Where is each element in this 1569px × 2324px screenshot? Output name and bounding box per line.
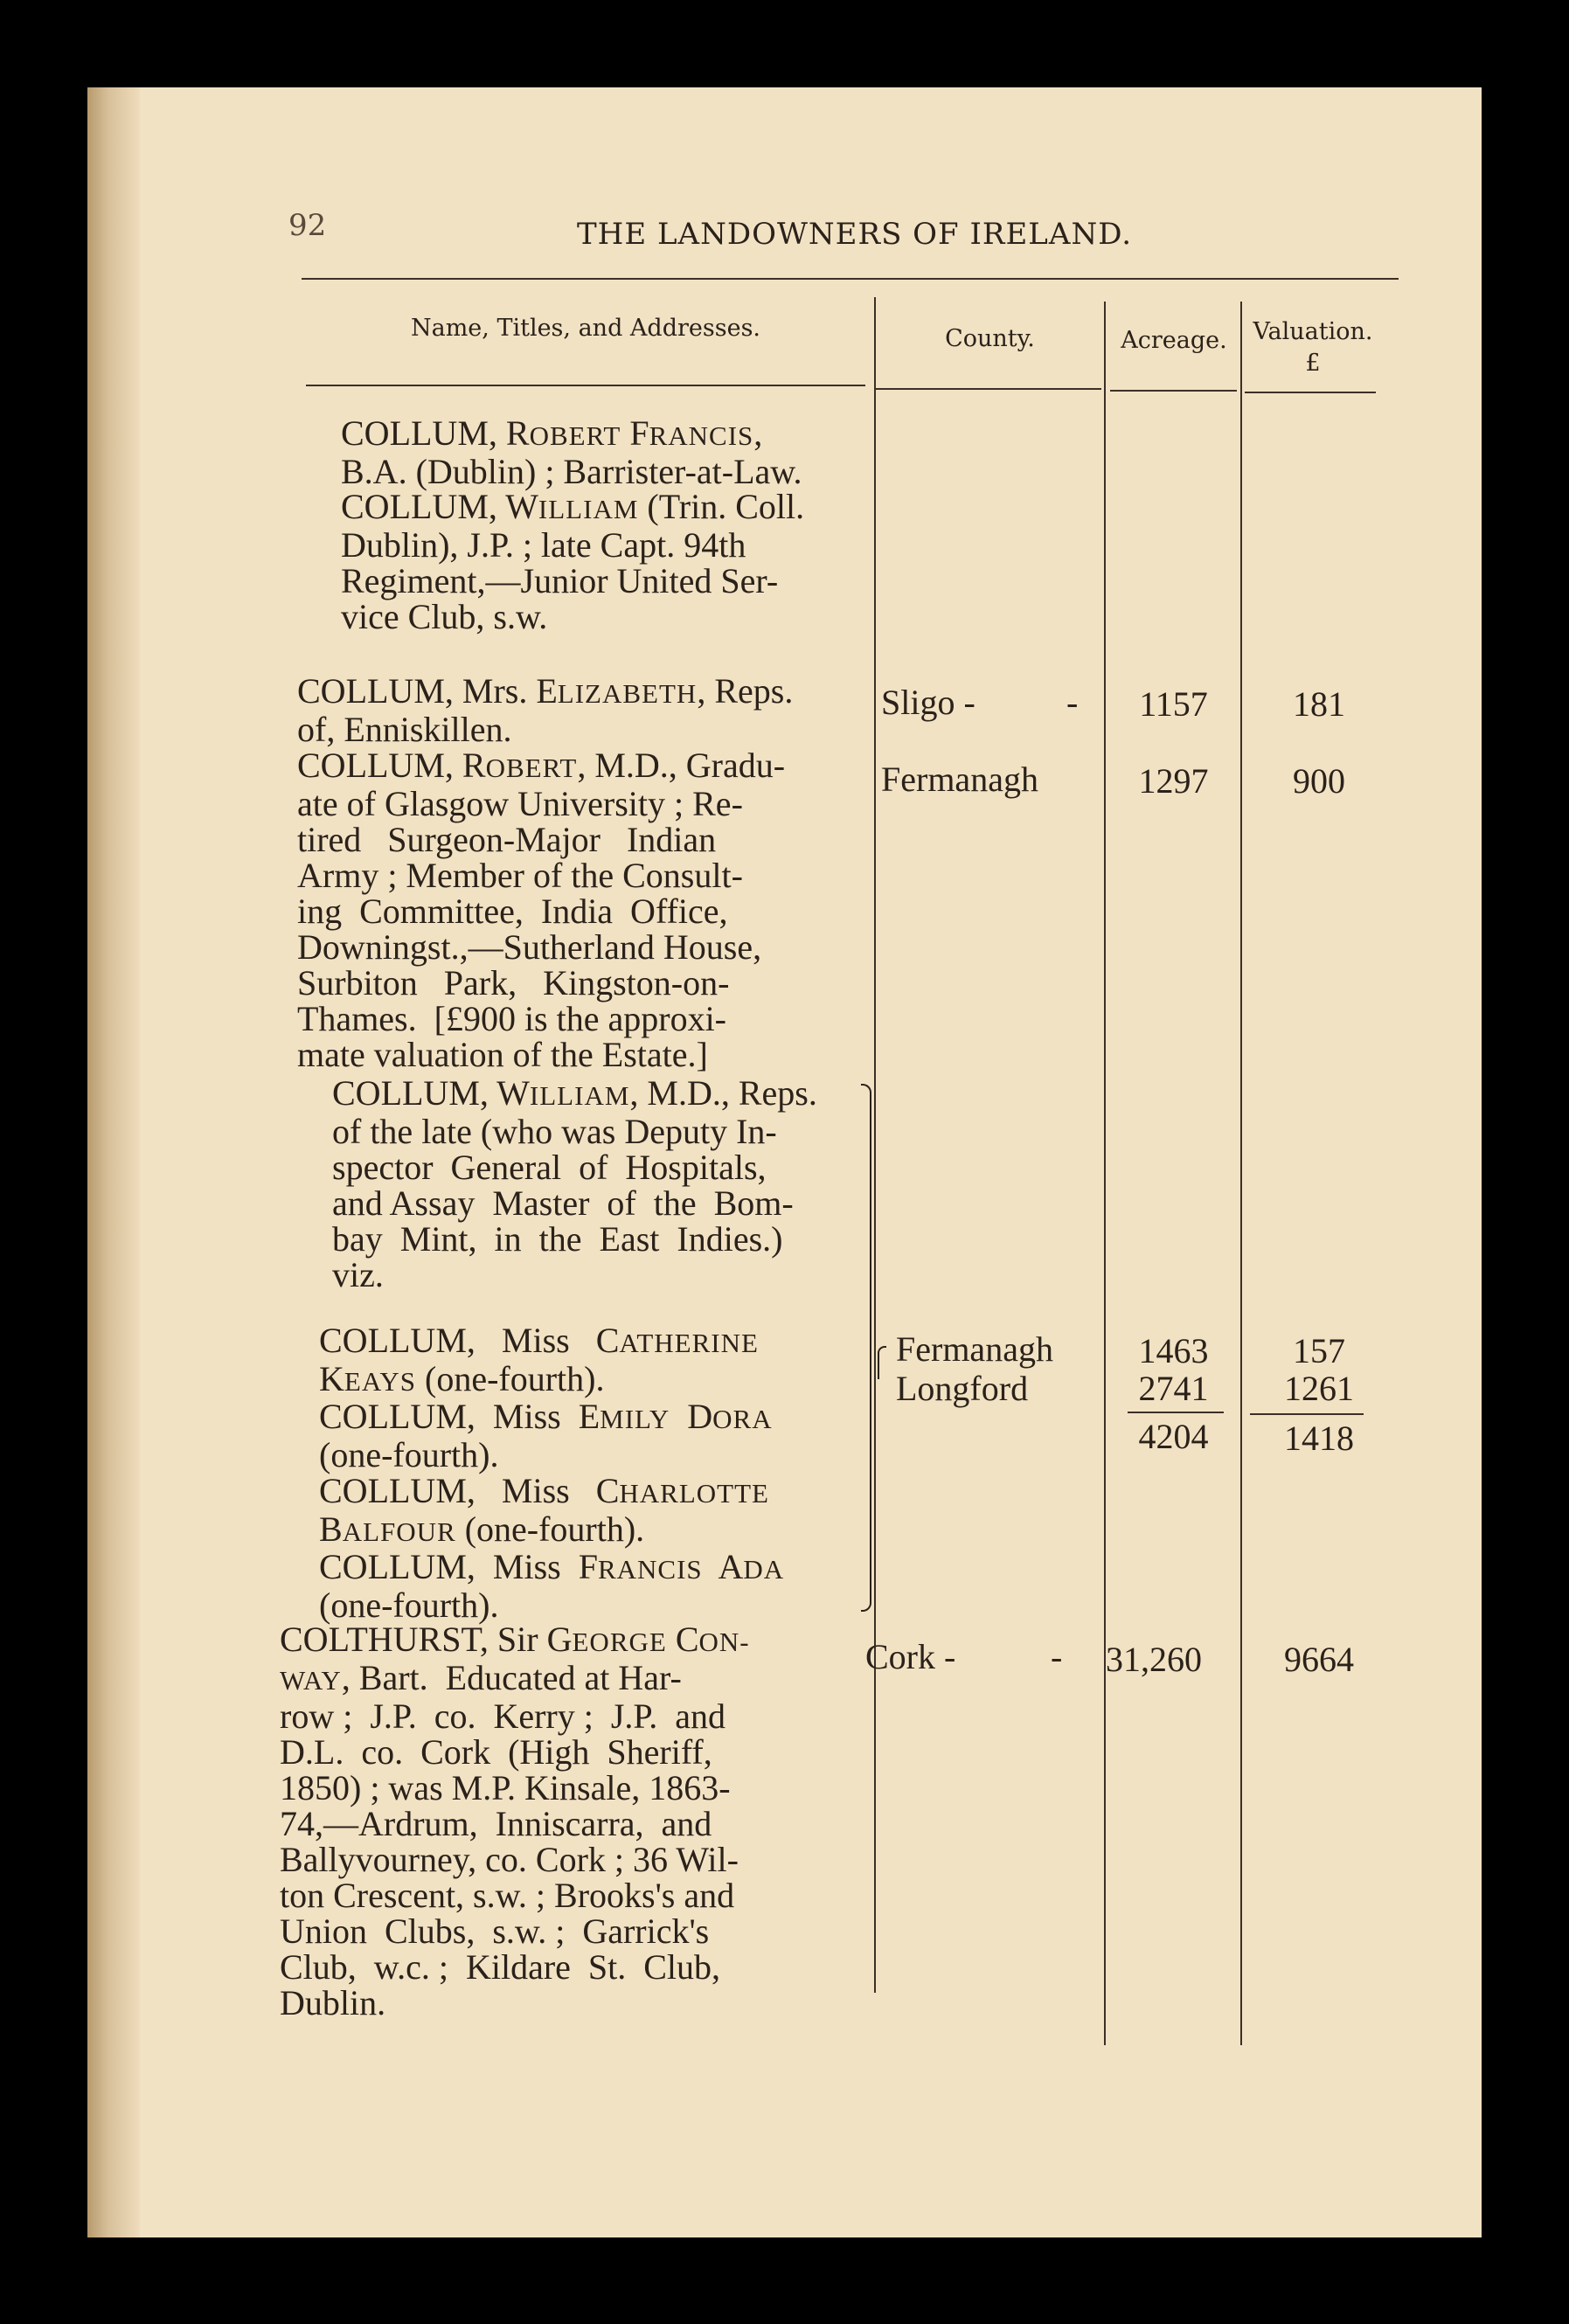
entry-line: COLLUM, Mrs. ELIZABETH, Reps. [297, 671, 794, 711]
county-cork: Cork - [865, 1637, 956, 1676]
entry-line: 74,—Ardrum, Inniscarra, and [280, 1804, 712, 1843]
entry-line: Regiment,—Junior United Ser- [341, 561, 779, 600]
entry-line: Surbiton Park, Kingston-on- [297, 963, 730, 1002]
entry-line: COLLUM, Miss CHARLOTTE [319, 1471, 769, 1510]
entry-line: (one-fourth). [319, 1435, 499, 1474]
entry-line: bay Mint, in the East Indies.) [332, 1219, 783, 1259]
entry-line: of, Enniskillen. [297, 710, 512, 749]
subtotal-rule-acreage [1128, 1412, 1224, 1413]
valuation-fermanagh-2: 157 [1293, 1331, 1345, 1370]
entry-line: COLLUM, Miss CATHERINE [319, 1321, 759, 1360]
column-divider-acreage [1240, 302, 1242, 2045]
entry-line: 1850) ; was M.P. Kinsale, 1863- [280, 1768, 731, 1807]
entry-line: ton Crescent, s.w. ; Brooks's and [280, 1876, 735, 1915]
entry-line: (one-fourth). [319, 1585, 499, 1625]
header-bottom-rule-name [306, 385, 865, 386]
acreage-sligo: 1157 [1139, 684, 1208, 724]
valuation-total: 1418 [1284, 1419, 1354, 1458]
acreage-longford: 2741 [1138, 1369, 1209, 1408]
entry-line: Club, w.c. ; Kildare St. Club, [280, 1947, 721, 1987]
entry-line: mate valuation of the Estate.] [297, 1035, 708, 1074]
entry-line: KEAYS (one-fourth). [319, 1359, 605, 1398]
header-valuation: Valuation. [1253, 318, 1373, 345]
entry-collum-emily [319, 1398, 773, 1473]
entry-line: COLLUM, WILLIAM, M.D., Reps. [332, 1073, 817, 1113]
header-name: Name, Titles, and Addresses. [410, 315, 761, 342]
fermanagh-longford-brace [878, 1346, 886, 1379]
valuation-longford: 1261 [1284, 1369, 1354, 1408]
entry-line: Army ; Member of the Consult- [297, 856, 743, 895]
entry-line: B.A. (Dublin) ; Barrister-at-Law. [341, 452, 802, 491]
entry-line: Dublin), J.P. ; late Capt. 94th [341, 525, 746, 565]
acreage-total: 4204 [1138, 1417, 1209, 1456]
header-bottom-rule-county [874, 388, 1101, 390]
entry-collum-william-trin [341, 489, 804, 635]
valuation-cork: 9664 [1284, 1640, 1354, 1679]
entry-line: Ballyvourney, co. Cork ; 36 Wil- [280, 1840, 739, 1879]
entry-collum-charlotte [319, 1473, 769, 1550]
entry-collum-catherine [319, 1322, 759, 1399]
header-valuation-unit: £ [1305, 350, 1321, 377]
acreage-fermanagh-2: 1463 [1138, 1331, 1209, 1370]
group-brace [861, 1084, 871, 1612]
county-sligo: Sligo - [881, 683, 975, 722]
entry-line: row ; J.P. co. Kerry ; J.P. and [280, 1696, 725, 1736]
running-title: THE LANDOWNERS OF IRELAND. [577, 217, 1133, 252]
header-bottom-rule-valuation [1245, 392, 1376, 393]
entry-line: COLTHURST, Sir GEORGE CON- [280, 1620, 750, 1659]
entry-collum-robert-francis [341, 415, 802, 489]
entry-line: Union Clubs, s.w. ; Garrick's [280, 1911, 710, 1951]
page-gutter [87, 87, 140, 2237]
entry-line: D.L. co. Cork (High Sheriff, [280, 1732, 712, 1772]
entry-colthurst-george [280, 1621, 750, 2021]
county-fermanagh-2: Fermanagh [896, 1329, 1053, 1369]
acreage-cork: 31,260 [1106, 1640, 1202, 1679]
entry-line: COLLUM, ROBERT FRANCIS, [341, 413, 763, 453]
entry-line: COLLUM, Miss FRANCIS ADA [319, 1547, 785, 1586]
entry-line: vice Club, s.w. [341, 597, 548, 636]
entry-collum-robert-md [297, 747, 785, 1072]
column-divider-county [1104, 302, 1106, 2045]
column-divider-name [874, 297, 876, 1993]
page-number: 92 [288, 208, 327, 243]
header-county: County. [945, 325, 1035, 352]
entry-line: ate of Glasgow University ; Re- [297, 784, 743, 823]
entry-collum-francis-ada [319, 1549, 784, 1623]
entry-line: and Assay Master of the Bom- [332, 1183, 794, 1223]
header-acreage: Acreage. [1121, 327, 1227, 354]
county-fermanagh-1: Fermanagh [881, 760, 1038, 799]
county-sligo-dash: - [1066, 683, 1079, 722]
entry-line: WAY, Bart. Educated at Har- [280, 1658, 682, 1697]
entry-line: COLLUM, Miss EMILY DORA [319, 1397, 773, 1436]
entry-collum-mrs-elizabeth [297, 673, 793, 747]
valuation-sligo: 181 [1293, 684, 1345, 724]
header-top-rule [302, 278, 1399, 280]
entry-line: tired Surgeon-Major Indian [297, 820, 717, 859]
entry-line: ing Committee, India Office, [297, 891, 728, 931]
acreage-fermanagh-1: 1297 [1138, 761, 1209, 801]
entry-line: Downingst.,—Sutherland House, [297, 927, 762, 967]
entry-collum-william-md [332, 1075, 817, 1293]
entry-line: BALFOUR (one-fourth). [319, 1509, 645, 1549]
entry-line: COLLUM, ROBERT, M.D., Gradu- [297, 746, 786, 785]
entry-line: viz. [332, 1255, 384, 1294]
entry-line: spector General of Hospitals, [332, 1148, 767, 1187]
entry-line: COLLUM, WILLIAM (Trin. Coll. [341, 487, 805, 526]
valuation-fermanagh-1: 900 [1293, 761, 1345, 801]
entry-line: of the late (who was Deputy In- [332, 1112, 777, 1151]
subtotal-rule-valuation [1250, 1413, 1364, 1415]
header-bottom-rule-acreage [1110, 390, 1237, 392]
county-cork-dash: - [1051, 1637, 1063, 1676]
entry-line: Thames. [£900 is the approxi- [297, 999, 726, 1038]
county-longford: Longford [896, 1369, 1029, 1408]
entry-line: Dublin. [280, 1983, 386, 2022]
